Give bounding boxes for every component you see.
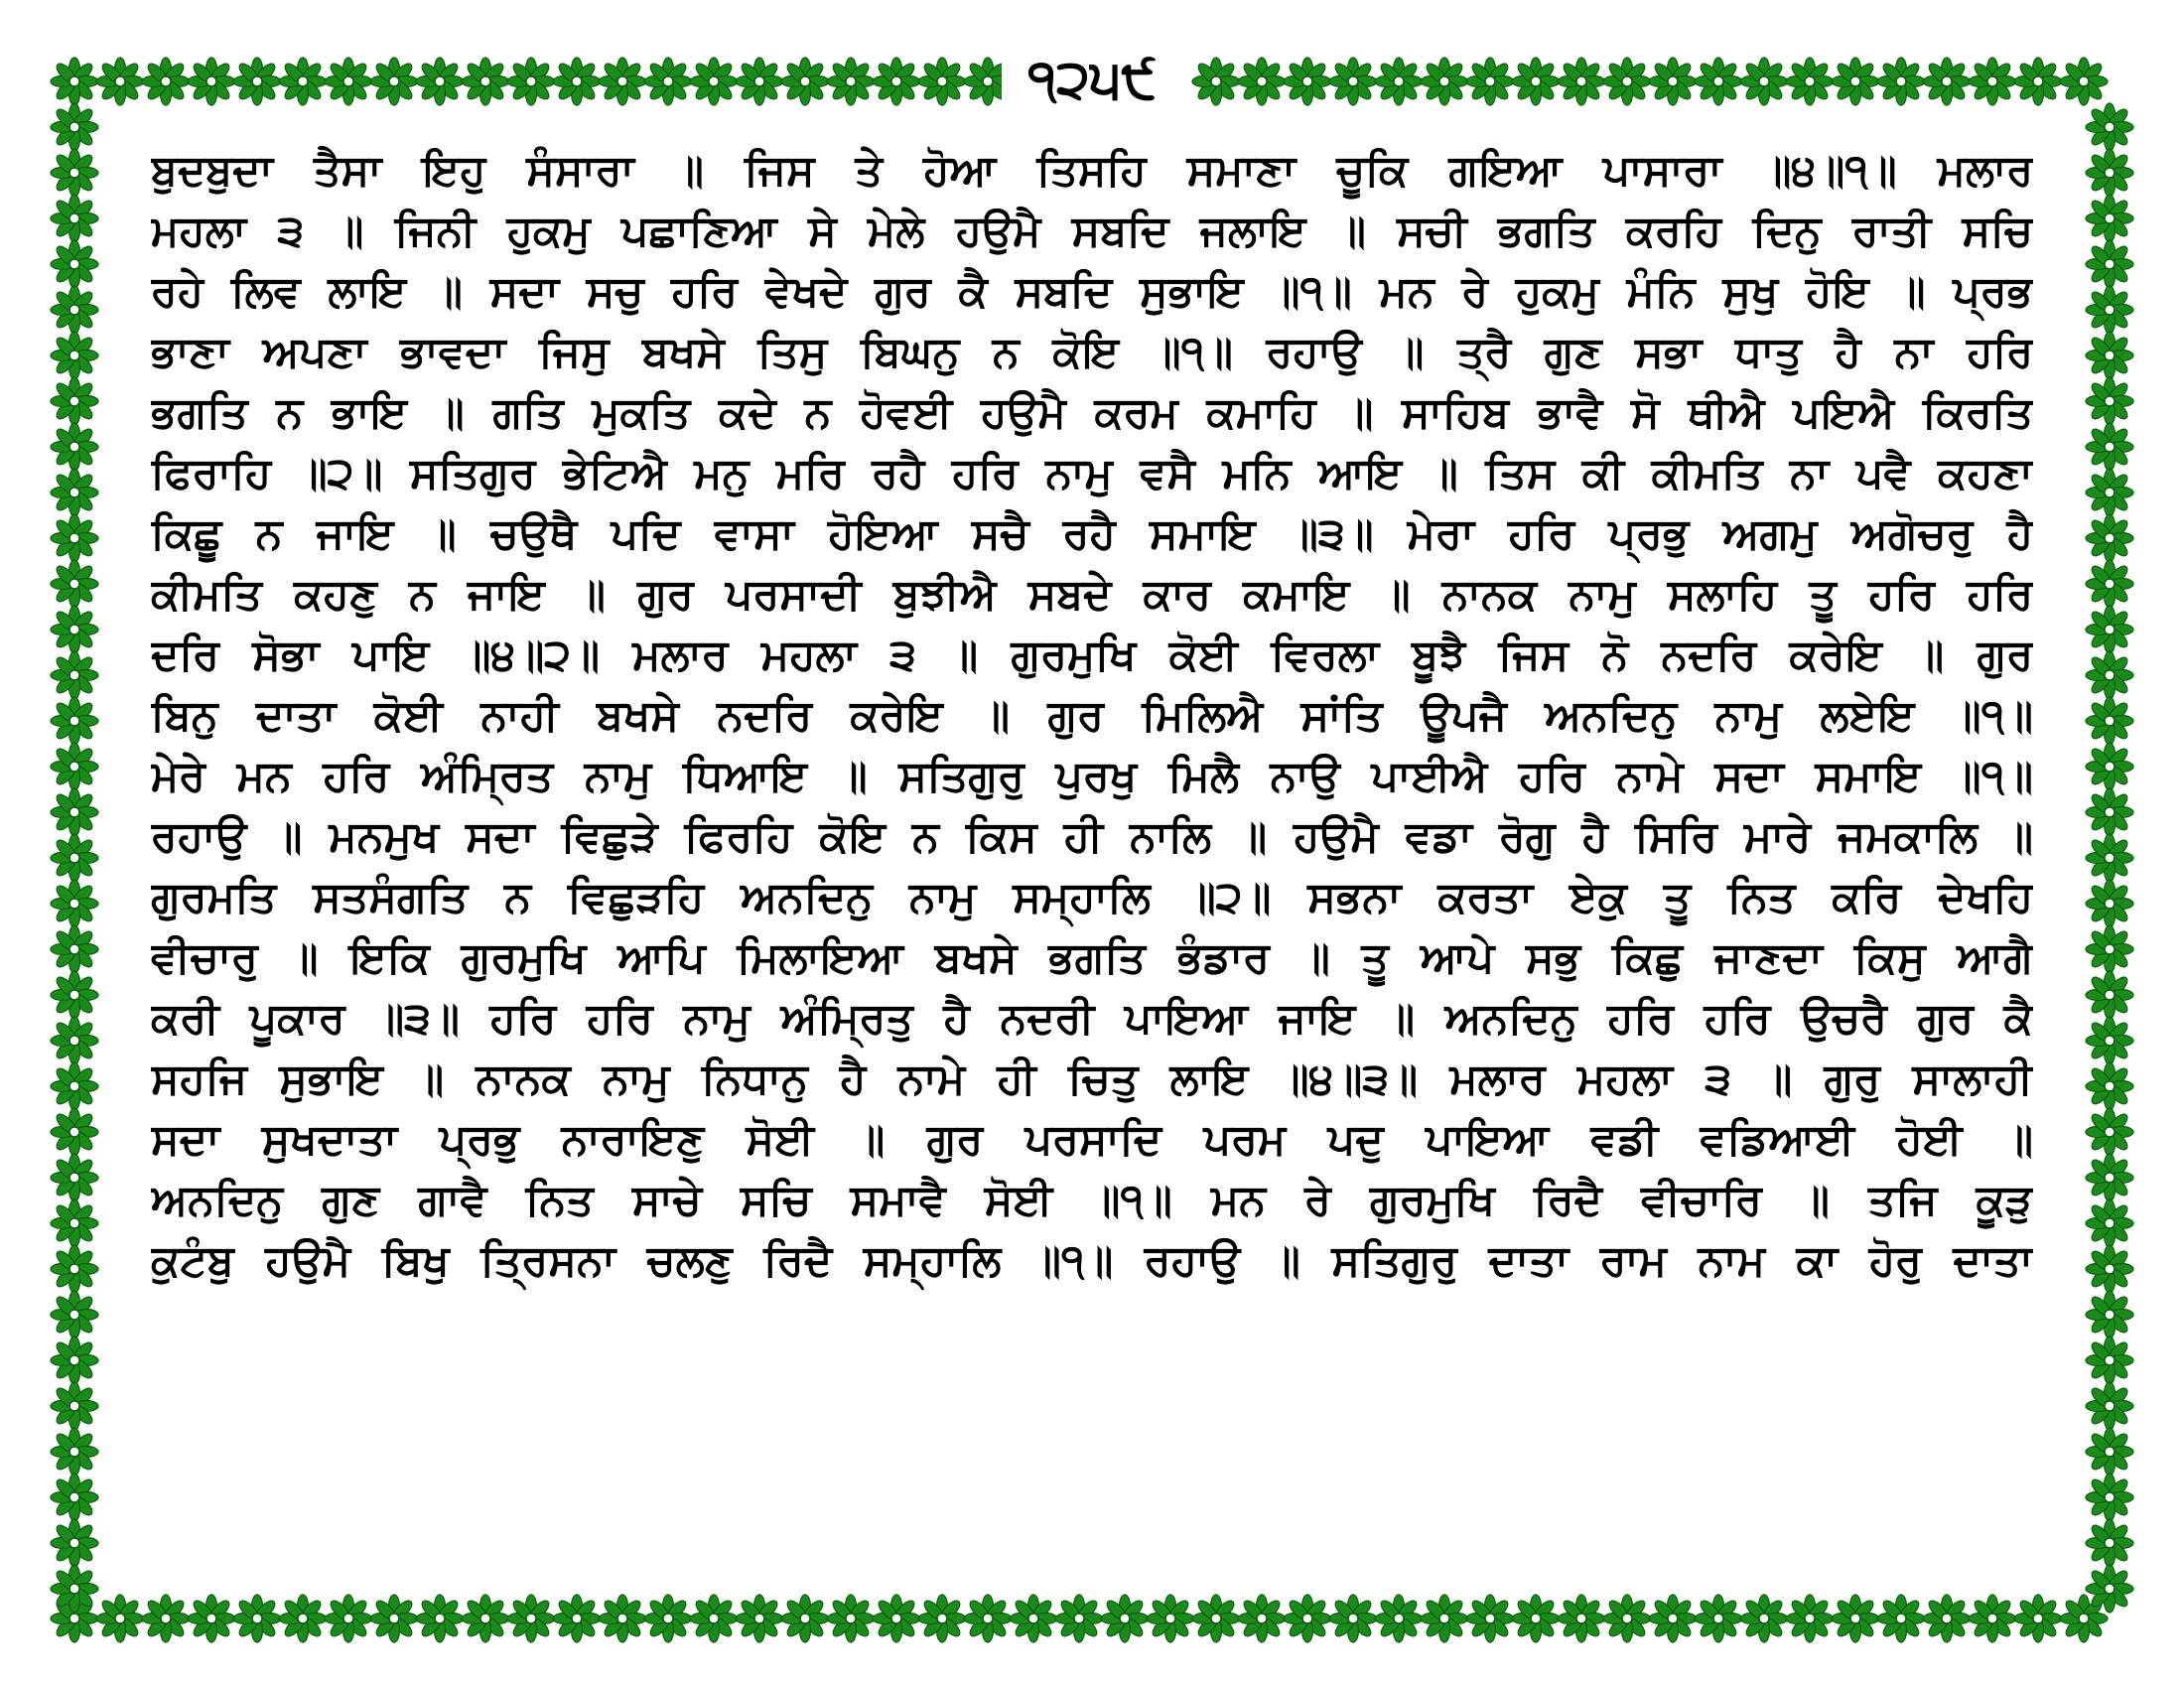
flower-icon bbox=[51, 1565, 98, 1613]
flower-icon bbox=[2086, 880, 2133, 927]
flower-icon bbox=[370, 1595, 418, 1642]
flower-icon bbox=[2086, 743, 2133, 790]
flower-icon bbox=[2086, 1519, 2133, 1567]
flower-icon bbox=[51, 651, 98, 699]
flower-icon bbox=[2086, 240, 2133, 288]
flower-icon bbox=[1010, 1595, 1057, 1642]
text-line: ਰਹੇ ਲਿਵ ਲਾਇ ॥ ਸਦਾ ਸਚੁ ਹਰਿ ਵੇਖਦੇ ਗੁਰ ਕੈ ਸਬਦਿ ਸੁਭਾਇ ॥੧॥ ਮਨ ਰੇ ਹੁਕਮੁ ਮੰਨਿ ਸੁਖੁ ਹੋਇ ॥ ਪ੍ਰਭ bbox=[151, 267, 2033, 317]
flower-icon bbox=[2086, 788, 2133, 836]
flower-icon bbox=[2086, 1382, 2133, 1430]
flower-icon bbox=[1238, 1595, 1286, 1642]
flower-icon bbox=[2086, 377, 2133, 425]
flower-icon bbox=[325, 1595, 372, 1642]
text-line: ਬਿਨੁ ਦਾਤਾ ਕੋਈ ਨਾਹੀ ਬਖਸੇ ਨਦਰਿ ਕਰੇਇ ॥ ਗੁਰ ਮਿਲਿਐ ਸਾਂਤਿ ਊਪਜੈ ਅਨਦਿਨੁ ਨਾਮੁ ਲਏਇ ॥੧॥ bbox=[151, 691, 2033, 741]
flower-icon bbox=[2086, 195, 2133, 242]
flower-icon bbox=[1877, 1595, 1925, 1642]
flower-icon bbox=[1284, 1595, 1331, 1642]
flower-icon bbox=[2086, 651, 2133, 699]
flower-icon bbox=[1375, 1595, 1423, 1642]
flower-icon bbox=[51, 925, 98, 973]
flower-icon bbox=[51, 697, 98, 745]
text-line: ਭਾਣਾ ਅਪਣਾ ਭਾਵਦਾ ਜਿਸੁ ਬਖਸੇ ਤਿਸੁ ਬਿਘਨੁ ਨ ਕੋਇ ॥੧॥ ਰਹਾਉ ॥ ਤ੍ਰੈ ਗੁਣ ਸਭਾ ਧਾਤੁ ਹੈ ਨਾ ਹਰਿ bbox=[151, 328, 2033, 377]
text-line: ਰਹਾਉ ॥ ਮਨਮੁਖ ਸਦਾ ਵਿਛੁੜੇ ਫਿਰਹਿ ਕੋਇ ਨ ਕਿਸ ਹੀ ਨਾਲਿ ॥ ਹਉਮੈ ਵਡਾ ਰੋਗੁ ਹੈ ਸਿਰਿ ਮਾਰੇ ਜਮਕਾਲਿ ॥ bbox=[151, 812, 2033, 862]
flower-icon bbox=[2086, 469, 2133, 516]
page-number-label: ੧੨੫੯ bbox=[1002, 48, 1182, 110]
text-line: ਦਰਿ ਸੋਭਾ ਪਾਇ ॥੪॥੨॥ ਮਲਾਰ ਮਹਲਾ ੩ ॥ ਗੁਰਮੁਖਿ ਕੋਈ ਵਿਰਲਾ ਬੂਝੈ ਜਿਸ ਨੋ ਨਦਰਿ ਕਰੇਇ ॥ ਗੁਰ bbox=[151, 631, 2033, 680]
flower-icon bbox=[1695, 1595, 1742, 1642]
flower-icon bbox=[827, 1595, 875, 1642]
flower-icon bbox=[1055, 1595, 1103, 1642]
flower-icon bbox=[2086, 1474, 2133, 1521]
flower-icon bbox=[2086, 332, 2133, 379]
flower-icon bbox=[188, 1595, 235, 1642]
flower-icon bbox=[416, 1595, 464, 1642]
flower-icon bbox=[1832, 1595, 1879, 1642]
flower-icon bbox=[599, 1595, 646, 1642]
flower-icon bbox=[51, 606, 98, 653]
flower-icon bbox=[1969, 1595, 2016, 1642]
text-line: ਮਹਲਾ ੩ ॥ ਜਿਨੀ ਹੁਕਮੁ ਪਛਾਣਿਆ ਸੇ ਮੇਲੇ ਹਉਮੈ ਸਬਦਿ ਜਲਾਇ ॥ ਸਚੀ ਭਗਤਿ ਕਰਹਿ ਦਿਨੁ ਰਾਤੀ ਸਚਿ bbox=[151, 207, 2033, 256]
flower-icon bbox=[2086, 834, 2133, 882]
flower-icon bbox=[1147, 1595, 1194, 1642]
flower-icon bbox=[51, 149, 98, 197]
flower-icon bbox=[2086, 1565, 2133, 1613]
flower-icon bbox=[51, 423, 98, 471]
scripture-text-block bbox=[151, 141, 2033, 1551]
flower-icon bbox=[553, 1595, 601, 1642]
flower-icon bbox=[1740, 1595, 1788, 1642]
flower-icon bbox=[2086, 971, 2133, 1019]
flower-icon bbox=[51, 1154, 98, 1201]
flower-icon bbox=[2086, 423, 2133, 471]
text-line: ਫਿਰਾਹਿ ॥੨॥ ਸਤਿਗੁਰ ਭੇਟਿਐ ਮਨੁ ਮਰਿ ਰਹੈ ਹਰਿ ਨਾਮੁ ਵਸੈ ਮਨਿ ਆਇ ॥ ਤਿਸ ਕੀ ਕੀਮਤਿ ਨਾ ਪਵੈ ਕਹਣਾ bbox=[151, 449, 2033, 498]
flower-icon bbox=[1512, 1595, 1560, 1642]
flower-icon bbox=[873, 1595, 920, 1642]
text-line: ਕੀਮਤਿ ਕਹਣੁ ਨ ਜਾਇ ॥ ਗੁਰ ਪਰਸਾਦੀ ਬੁਝੀਐ ਸਬਦੇ ਕਾਰ ਕਮਾਇ ॥ ਨਾਨਕ ਨਾਮੁ ਸਲਾਹਿ ਤੂ ਹਰਿ ਹਰਿ bbox=[151, 570, 2033, 620]
flower-icon bbox=[51, 195, 98, 242]
text-line: ਵੀਚਾਰੁ ॥ ਇਕਿ ਗੁਰਮੁਖਿ ਆਪਿ ਮਿਲਾਇਆ ਬਖਸੇ ਭਗਤਿ ਭੰਡਾਰ ॥ ਤੂ ਆਪੇ ਸਭੁ ਕਿਛੁ ਜਾਣਦਾ ਕਿਸੁ ਆਗੈ bbox=[151, 933, 2033, 983]
flower-icon bbox=[2086, 1245, 2133, 1293]
flower-icon bbox=[96, 1595, 144, 1642]
flower-icon bbox=[1786, 1595, 1834, 1642]
flower-icon bbox=[233, 1595, 281, 1642]
flower-icon bbox=[51, 834, 98, 882]
flower-icon bbox=[51, 1245, 98, 1293]
flower-icon bbox=[1466, 1595, 1514, 1642]
flower-icon bbox=[51, 1199, 98, 1247]
flower-icon bbox=[2086, 1291, 2133, 1338]
flower-icon bbox=[51, 377, 98, 425]
flower-icon bbox=[51, 971, 98, 1019]
flower-icon bbox=[1649, 1595, 1697, 1642]
flower-icon bbox=[51, 1017, 98, 1064]
flower-icon bbox=[2086, 286, 2133, 334]
flower-icon bbox=[2086, 1108, 2133, 1156]
text-line: ਕਰੀ ਪੂਕਾਰ ॥੩॥ ਹਰਿ ਹਰਿ ਨਾਮੁ ਅੰਮ੍ਰਿਤੁ ਹੈ ਨਦਰੀ ਪਾਇਆ ਜਾਇ ॥ ਅਨਦਿਨੁ ਹਰਿ ਹਰਿ ਉਚਰੈ ਗੁਰ ਕੈ bbox=[151, 994, 2033, 1044]
flower-icon bbox=[51, 560, 98, 608]
flower-icon bbox=[1101, 1595, 1149, 1642]
flower-icon bbox=[51, 332, 98, 379]
flower-icon bbox=[51, 880, 98, 927]
flower-icon bbox=[781, 1595, 829, 1642]
flower-icon bbox=[51, 1291, 98, 1338]
flower-icon bbox=[51, 788, 98, 836]
flower-icon bbox=[2086, 1017, 2133, 1064]
flower-icon bbox=[1923, 1595, 1971, 1642]
flower-icon bbox=[2086, 697, 2133, 745]
text-line: ਸਹਜਿ ਸੁਭਾਇ ॥ ਨਾਨਕ ਨਾਮੁ ਨਿਧਾਨੁ ਹੈ ਨਾਮੇ ਹੀ ਚਿਤੁ ਲਾਇ ॥੪॥੩॥ ਮਲਾਰ ਮਹਲਾ ੩ ॥ ਗੁਰੁ ਸਾਲਾਹੀ bbox=[151, 1055, 2033, 1104]
flower-icon bbox=[1558, 1595, 1605, 1642]
flower-icon bbox=[964, 1595, 1012, 1642]
flower-icon bbox=[1603, 1595, 1651, 1642]
flower-icon bbox=[2086, 925, 2133, 973]
flower-icon bbox=[690, 1595, 738, 1642]
flower-icon bbox=[2086, 1199, 2133, 1247]
flower-icon bbox=[279, 1595, 327, 1642]
flower-icon bbox=[736, 1595, 783, 1642]
text-line: ਸਦਾ ਸੁਖਦਾਤਾ ਪ੍ਰਭੁ ਨਾਰਾਇਣੁ ਸੋਈ ॥ ਗੁਰ ਪਰਸਾਦਿ ਪਰਮ ਪਦੁ ਪਾਇਆ ਵਡੀ ਵਡਿਆਈ ਹੋਈ ॥ bbox=[151, 1115, 2033, 1165]
text-line: ਅਨਦਿਨੁ ਗੁਣ ਗਾਵੈ ਨਿਤ ਸਾਚੇ ਸਚਿ ਸਮਾਵੈ ਸੋਈ ॥੧॥ ਮਨ ਰੇ ਗੁਰਮੁਖਿ ਰਿਦੈ ਵੀਚਾਰਿ ॥ ਤਜਿ ਕੂੜੁ bbox=[151, 1176, 2033, 1225]
flower-icon bbox=[51, 1428, 98, 1476]
flower-icon bbox=[51, 240, 98, 288]
flower-icon bbox=[51, 1062, 98, 1110]
flower-icon bbox=[1192, 1595, 1240, 1642]
text-line: ਕਿਛੂ ਨ ਜਾਇ ॥ ਚਉਥੈ ਪਦਿ ਵਾਸਾ ਹੋਇਆ ਸਚੈ ਰਹੈ ਸਮਾਇ ॥੩॥ ਮੇਰਾ ਹਰਿ ਪ੍ਰਭੁ ਅਗਮੁ ਅਗੋਚਰੁ ਹੈ bbox=[151, 509, 2033, 559]
flower-icon bbox=[51, 743, 98, 790]
flower-icon bbox=[51, 1336, 98, 1384]
flower-icon bbox=[2086, 1336, 2133, 1384]
flower-icon bbox=[462, 1595, 509, 1642]
flower-icon bbox=[1329, 1595, 1377, 1642]
text-line: ਬੁਦਬੁਦਾ ਤੈਸਾ ਇਹੁ ਸੰਸਾਰਾ ॥ ਜਿਸ ਤੇ ਹੋਆ ਤਿਸਹਿ ਸਮਾਣਾ ਚੂਕਿ ਗਇਆ ਪਾਸਾਰਾ ॥੪॥੧॥ ਮਲਾਰ bbox=[151, 146, 2033, 196]
flower-icon bbox=[51, 514, 98, 562]
flower-icon bbox=[644, 1595, 692, 1642]
text-line: ਕੁਟੰਬੁ ਹਉਮੈ ਬਿਖੁ ਤ੍ਰਿਸਨਾ ਚਲਣੁ ਰਿਦੈ ਸਮ੍ਹਾਲਿ ॥੧॥ ਰਹਾਉ ॥ ਸਤਿਗੁਰੁ ਦਾਤਾ ਰਾਮ ਨਾਮ ਕਾ ਹੋਰੁ ਦਾਤਾ bbox=[151, 1236, 2033, 1286]
flower-icon bbox=[2086, 560, 2133, 608]
flower-icon bbox=[2086, 606, 2133, 653]
text-line: ਮੇਰੇ ਮਨ ਹਰਿ ਅੰਮ੍ਰਿਤ ਨਾਮੁ ਧਿਆਇ ॥ ਸਤਿਗੁਰੁ ਪੁਰਖੁ ਮਿਲੈ ਨਾਉ ਪਾਈਐ ਹਰਿ ਨਾਮੇ ਸਦਾ ਸਮਾਇ ॥੧॥ bbox=[151, 752, 2033, 801]
text-line: ਭਗਤਿ ਨ ਭਾਇ ॥ ਗਤਿ ਮੁਕਤਿ ਕਦੇ ਨ ਹੋਵਈ ਹਉਮੈ ਕਰਮ ਕਮਾਹਿ ॥ ਸਾਹਿਬ ਭਾਵੈ ਸੋ ਥੀਐ ਪਇਐ ਕਿਰਤਿ bbox=[151, 388, 2033, 438]
flower-icon bbox=[51, 1382, 98, 1430]
flower-icon bbox=[51, 1108, 98, 1156]
flower-icon bbox=[2014, 1595, 2062, 1642]
flower-icon bbox=[142, 1595, 190, 1642]
page-number bbox=[0, 40, 2184, 119]
flower-icon bbox=[2086, 1154, 2133, 1201]
flower-icon bbox=[1421, 1595, 1468, 1642]
flower-icon bbox=[51, 469, 98, 516]
flower-icon bbox=[2086, 1062, 2133, 1110]
flower-icon bbox=[918, 1595, 966, 1642]
flower-icon bbox=[2086, 1428, 2133, 1476]
flower-icon bbox=[2086, 514, 2133, 562]
flower-icon bbox=[51, 1474, 98, 1521]
text-line: ਗੁਰਮਤਿ ਸਤਸੰਗਤਿ ਨ ਵਿਛੁੜਹਿ ਅਨਦਿਨੁ ਨਾਮੁ ਸਮ੍ਹਾਲਿ ॥੨॥ ਸਭਨਾ ਕਰਤਾ ਏਕੁ ਤੂ ਨਿਤ ਕਰਿ ਦੇਖਹਿ bbox=[151, 873, 2033, 922]
flower-icon bbox=[507, 1595, 555, 1642]
flower-icon bbox=[51, 1519, 98, 1567]
flower-icon bbox=[2086, 149, 2133, 197]
flower-icon bbox=[51, 286, 98, 334]
